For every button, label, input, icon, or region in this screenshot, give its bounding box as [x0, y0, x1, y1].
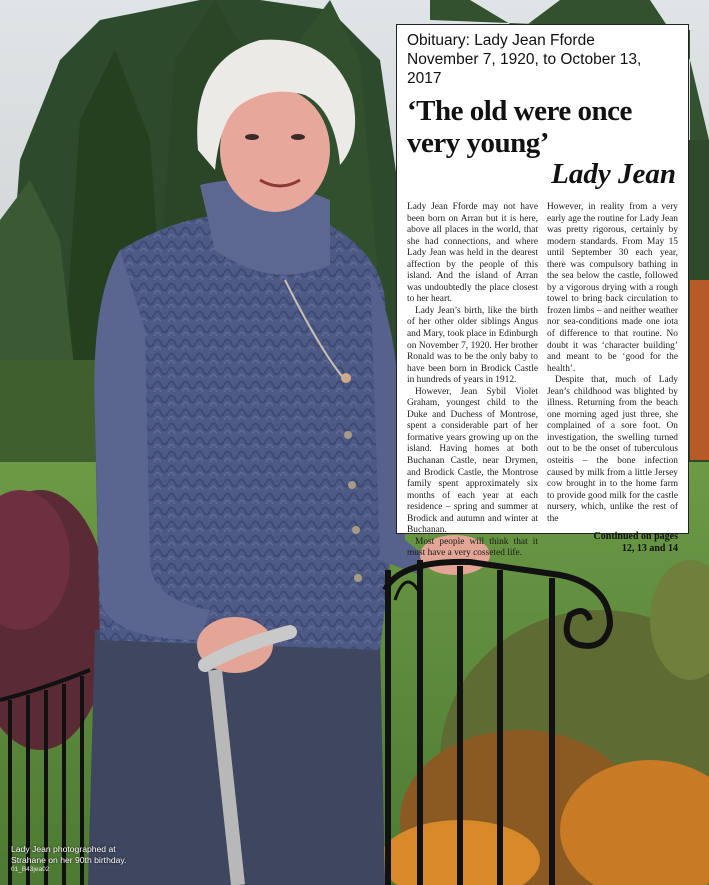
- column-right: [547, 202, 678, 560]
- paragraph: However, in reality from a very early age the routine for Lady Jean was pretty rigorous, certainly by modern standards. From May 15 until September 30 each year, there was compulsory bathing in the sea below the castle, followed by a vigorous drying with a rough towel to bring back circulation to frozen limbs – and neither weather nor sea-conditions made one iota of difference to that routine. No doubt it was ‘character building’ and meant to be ‘good for the health’.: [547, 202, 678, 374]
- caption-line-2: Strahane on her 90th birthday.: [11, 854, 127, 865]
- hedge: [0, 360, 110, 470]
- paragraph: Lady Jean’s birth, like the birth of her other older siblings Angus and Mary, took place in Edinburgh on November 7, 1920. Her brother Ronald was to be the only baby to have been born in Brodick Castle in hundreds of years in 1912.: [407, 305, 538, 386]
- byline: Lady Jean: [551, 158, 676, 190]
- continued-line-1: Continued on pages: [593, 531, 678, 543]
- paragraph: Despite that, much of Lady Jean’s childhood was blighted by illness. Returning from the beach one morning aged just three, she complained of a sore foot. On investigation, the swelling turned out to be the onset of tuberculous osteitis – the bone infection caused by milk from a little Jersey cow brought in to the home farm to provide good milk for the castle nursery, which, unlike the rest of the: [547, 375, 678, 524]
- article-columns: [407, 202, 678, 560]
- headline: ‘The old were once very young’: [407, 95, 632, 159]
- kicker-name: Obituary: Lady Jean Fforde: [407, 32, 595, 49]
- paragraph: Most people will think that it must have a very cosseted life.: [407, 536, 538, 559]
- photo-reference: 01_B43jea02: [11, 866, 50, 873]
- obituary-panel: [396, 24, 689, 559]
- column-left: [407, 202, 538, 560]
- kicker-dates: November 7, 1920, to October 13, 2017: [407, 51, 642, 87]
- continued-notice: [547, 531, 678, 555]
- paragraph: However, Jean Sybil Violet Graham, youngest child to the Duke and Duchess of Montrose, spent a considerable part of her formative years growing up on the island. Having homes at both Buchanan Castle, near Drymen, and Brodick Castle, the Montrose family spent approximately six months of each year at each residence – spring and summer at Brodick and autumn and winter at Buchanan.: [407, 386, 538, 536]
- continued-line-2: 12, 13 and 14: [621, 543, 678, 555]
- photo-caption: [11, 844, 211, 865]
- paragraph: Lady Jean Fforde may not have been born on Arran but it is here, above all places in the world, that she had connections, and where Lady Jean was held in the dearest affection by the people of this island. And the island of Arran was undoubtedly the place closest to her heart.: [407, 202, 538, 305]
- caption-line-1: Lady Jean photographed at: [11, 844, 116, 854]
